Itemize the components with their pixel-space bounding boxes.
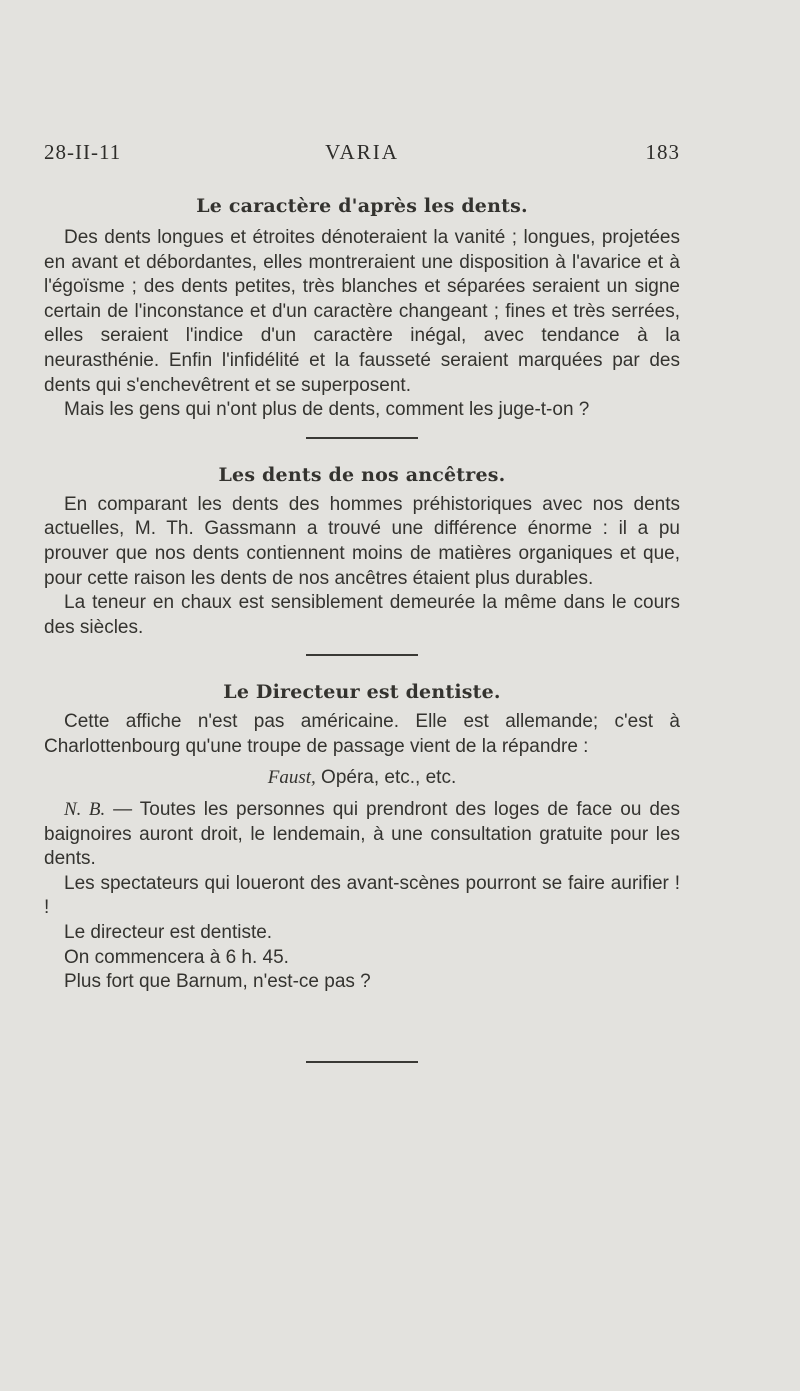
paragraph: On commencera à 6 h. 45.: [64, 946, 289, 968]
end-divider: [306, 1061, 418, 1063]
nb-label: N. B.: [64, 799, 106, 821]
paragraph: Des dents longues et étroites dénoteraient la vanité ; longues, projetées en avant et débordantes, elles montreraient une disposition à l'avarice et à l'égoïsme ; des dents petites, très blanches et séparées seraient un signe certain de l'inconstance et d'un caractère changeant ; fines et très serrées, elles seraient l'indice d'un caractère inégal, avec tendance à la neurasthénie. Enfin l'infidélité et la fausseté seraient marquées par des dents qui s'enchevêtrent et se superposent.: [44, 227, 680, 396]
heading-directeur: Le Directeur est dentiste.: [223, 681, 501, 704]
issue-date: 28-II-11: [44, 140, 122, 164]
paragraph: Mais les gens qui n'ont plus de dents, comment les juge-t-on ?: [64, 399, 590, 421]
paragraph: Cette affiche n'est pas américaine. Elle est allemande; c'est à Charlottenbourg qu'une troupe de passage vient de la répandre :: [44, 711, 680, 757]
paragraph: La teneur en chaux est sensiblement demeurée la même dans le cours des siècles.: [44, 592, 680, 638]
section-title: VARIA: [325, 140, 399, 164]
heading-ancetres: Les dents de nos ancêtres.: [218, 463, 506, 486]
paragraph: Les spectateurs qui loueront des avant-scènes pourront se faire aurifier ! !: [44, 872, 680, 919]
article-body: [44, 192, 680, 1063]
poster-title: Faust,: [267, 766, 316, 788]
poster-line: [44, 766, 680, 791]
paragraph: Le directeur est dentiste.: [64, 922, 273, 944]
poster-rest: Opéra, etc., etc.: [315, 766, 457, 788]
paragraph: Plus fort que Barnum, n'est-ce pas ?: [64, 971, 371, 993]
nb-text: — Toutes les personnes qui prendront des loges de face ou des baignoires auront droit, le lendemain, à une consultation gratuite pour les dents.: [44, 799, 680, 870]
heading-caractere: Le caractère d'après les dents.: [196, 195, 528, 217]
paragraph: En comparant les dents des hommes préhistoriques avec nos dents actuelles, M. Th. Gassmann a trouvé une différence énorme : il a pu prouver que nos dents contiennent moins de matières organiques et que, pour cette raison les dents de nos ancêtres étaient plus durables.: [44, 493, 680, 589]
nb-paragraph: [44, 798, 680, 872]
page-number: 183: [645, 140, 680, 164]
